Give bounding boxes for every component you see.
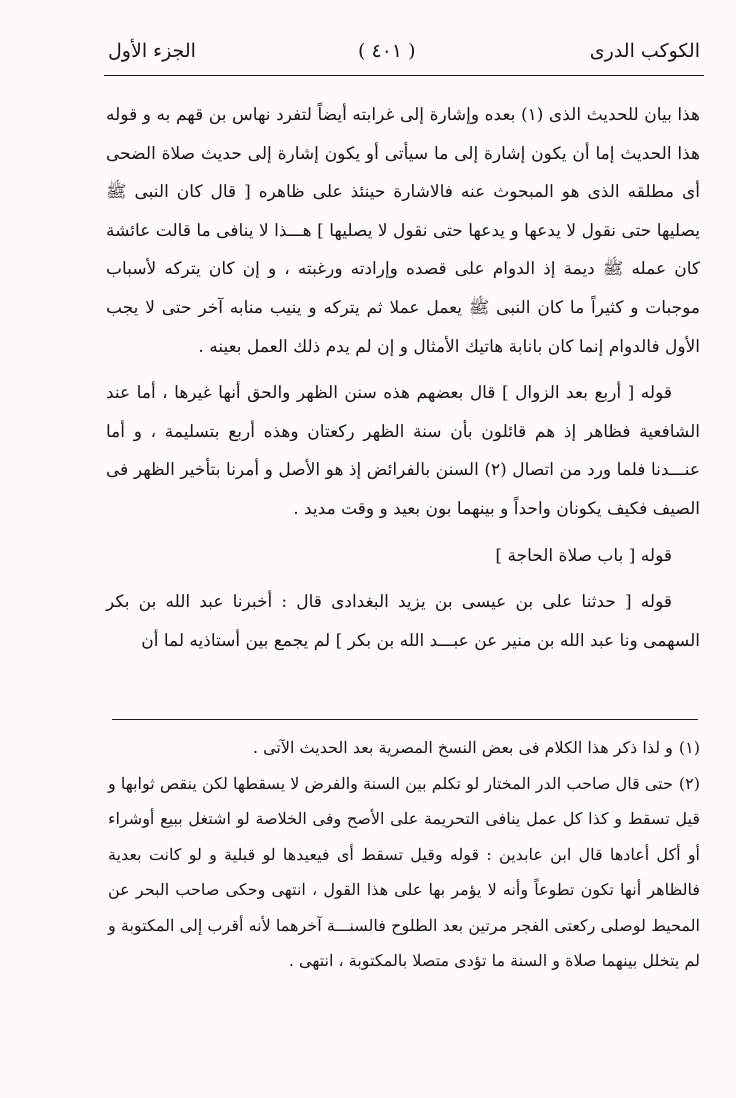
- volume-label: الجزء الأول: [108, 40, 196, 62]
- footnote-text: حتى قال صاحب الدر المختار لو تكلم بين السنة والفرض لا يسقطها لكن ينقص ثوابها و قيل تسقط و كذا كل عمل ينافى التحريمة على الأصح وفى الخلاصة لو اشتغل ببيع أوشراء أو أكل أعادها قال ابن عابدين : قوله وقيل تسقط أى فيعيدها لو قبلية و لو كانت بعدية فالظاهر أنها تكون تطوعاً وأنه لا يؤمر بها على هذا القول ، انتهى وحكى صاحب البحر عن المحيط لوصلى ركعتى الفجر مرتين بعد الطلوح فالسنـــة آخرهما لأنه أقرب إلى المكتوبة و لم يتخلل بينهما صلاة و السنة ما تؤدى متصلا بالمكتوبة ، انتهى .: [108, 773, 701, 970]
- footnote: [108, 730, 700, 766]
- paragraph: هذا بيان للحديث الذى (١) بعده وإشارة إلى غرابته أيضاً لتفرد نهاس بن قهم به و قوله هذا الحديث إما أن يكون إشارة إلى ما سيأتى أو يكون إشارة إلى حديث صلاة الضحى أى مطلقه الذى هو المبحوث عنه فالاشارة حينئذ على ظاهره [ قال كان النبى ﷺ يصليها حتى نقول لا يدعها و يدعها حتى نقول لا يصليها ] هـــذا لا ينافى ما قالت عائشة كان عمله ﷺ ديمة إذ الدوام على قصده وإرادته ورغبته ، و إن كان يتركه لأسباب موجبات و كثيراً ما كان النبى ﷺ يعمل عملا ثم يتركه و ينيب منابه آخر حتى لا يجب الأول فالدوام إنما كان بانابة هاتيك الأمثال و إن لم يدم ذلك العمل بعينه .: [106, 105, 700, 357]
- footnote-rule: [112, 719, 698, 720]
- paragraph: قوله [ حدثنا على بن عيسى بن يزيد البغدادى قال : أخبرنا عبد الله بن بكر السهمى ونا عبد الله بن منير عن عبـــد الله بن بكر ] لم يجمع بين أستاذيه لما أن: [106, 592, 700, 651]
- running-header: [108, 28, 700, 72]
- main-text: [106, 96, 700, 660]
- header-rule: [104, 75, 704, 76]
- section-heading: قوله [ باب صلاة الحاجة ]: [495, 545, 672, 566]
- book-title: الكوكب الدرى: [589, 40, 700, 62]
- page-number: ( ٤٠١ ): [358, 40, 416, 62]
- paragraph: قوله [ أربع بعد الزوال ] قال بعضهم هذه سنن الظهر والحق أنها غيرها ، أما عند الشافعية فظاهر إذ هم قائلون بأن سنة الظهر ركعتان وهذه أربع بتسليمة ، و أما عنـــدنا فلما ورد من اتصال (٢) السنن بالفرائض إذ هو الأصل و أمرنا بتأخير الظهر فى الصيف فكيف يكونان واحداً و بينهما بون بعيد و وقت مديد .: [106, 383, 700, 519]
- footnote-text: و لذا ذكر هذا الكلام فى بعض النسخ المصرية بعد الحديث الآتى .: [252, 738, 673, 757]
- footnote-number: (٢): [678, 773, 700, 793]
- footnote-number: (١): [678, 738, 700, 757]
- footnotes: [108, 730, 700, 979]
- footnote: [108, 766, 700, 979]
